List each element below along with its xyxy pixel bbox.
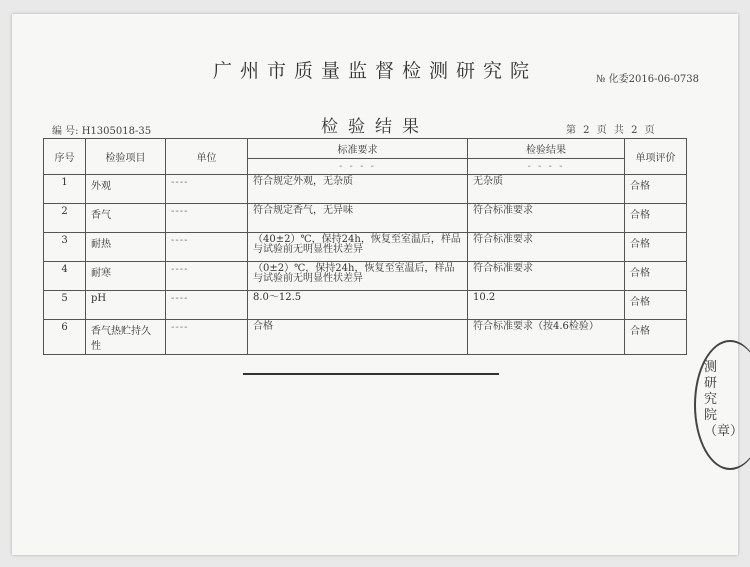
cell-unit: ---- — [166, 320, 248, 355]
table-row — [44, 233, 687, 262]
cell-no: 1 — [44, 175, 86, 204]
cell-no: 4 — [44, 262, 86, 291]
document-number: № 化委2016-06-0738 — [596, 74, 700, 85]
cell-evaluation: 合格 — [625, 262, 687, 291]
cell-requirement: 符合规定香气，无异味 — [248, 204, 468, 233]
cell-requirement: （0±2）℃，保持24h，恢复至室温后，样品与试验前无明显性状差异 — [248, 262, 468, 291]
cell-item: pH — [86, 291, 166, 320]
organization-title: 广州市质量监督检测研究院 — [212, 60, 537, 82]
header-result: 检验结果 — [468, 139, 625, 159]
cell-unit: ---- — [166, 262, 248, 291]
cell-unit: ---- — [166, 204, 248, 233]
cell-item: 耐热 — [86, 233, 166, 262]
cell-unit: ---- — [166, 291, 248, 320]
cell-evaluation: 合格 — [625, 204, 687, 233]
cell-result: 符合标准要求 — [468, 204, 625, 233]
cell-result: 无杂质 — [468, 175, 625, 204]
cell-result: 符合标准要求 — [468, 233, 625, 262]
table-row — [44, 320, 687, 355]
table-row — [44, 175, 687, 204]
cell-evaluation: 合格 — [625, 233, 687, 262]
cell-item: 香气热贮持久性 — [86, 320, 166, 355]
header-requirement: 标准要求 — [248, 139, 468, 159]
header-no: 序号 — [44, 139, 86, 175]
cell-requirement: （40±2）℃，保持24h，恢复至室温后，样品与试验前无明显性状差异 — [248, 233, 468, 262]
report-number: 编 号: H1305018-35 — [52, 126, 152, 137]
report-title: 检验结果 — [321, 117, 429, 137]
header-unit: 单位 — [166, 139, 248, 175]
table-row — [44, 262, 687, 291]
cell-result: 符合标准要求 — [468, 262, 625, 291]
cell-item: 香气 — [86, 204, 166, 233]
header-result-sub: - - - - — [468, 159, 625, 175]
cell-unit: ---- — [166, 233, 248, 262]
cell-no: 5 — [44, 291, 86, 320]
cell-requirement: 合格 — [248, 320, 468, 355]
cell-evaluation: 合格 — [625, 175, 687, 204]
header-evaluation: 单项评价 — [625, 139, 687, 175]
table-row — [44, 291, 687, 320]
cell-evaluation: 合格 — [625, 320, 687, 355]
cell-no: 2 — [44, 204, 86, 233]
cell-result: 符合标准要求（按4.6检验） — [468, 320, 625, 355]
header-requirement-sub: - - - - — [248, 159, 468, 175]
cell-no: 3 — [44, 233, 86, 262]
page-info: 第 2 页 共 2 页 — [566, 125, 657, 136]
cell-requirement: 8.0～12.5 — [248, 291, 468, 320]
end-of-table-line — [243, 373, 499, 375]
cell-item: 外观 — [86, 175, 166, 204]
cell-item: 耐寒 — [86, 262, 166, 291]
cell-evaluation: 合格 — [625, 291, 687, 320]
seal-text: 测研究院（章） — [704, 360, 744, 439]
table-row — [44, 204, 687, 233]
header-item: 检验项目 — [86, 139, 166, 175]
cell-unit: ---- — [166, 175, 248, 204]
cell-no: 6 — [44, 320, 86, 355]
cell-requirement: 符合规定外观，无杂质 — [248, 175, 468, 204]
results-table — [43, 138, 687, 355]
cell-result: 10.2 — [468, 291, 625, 320]
